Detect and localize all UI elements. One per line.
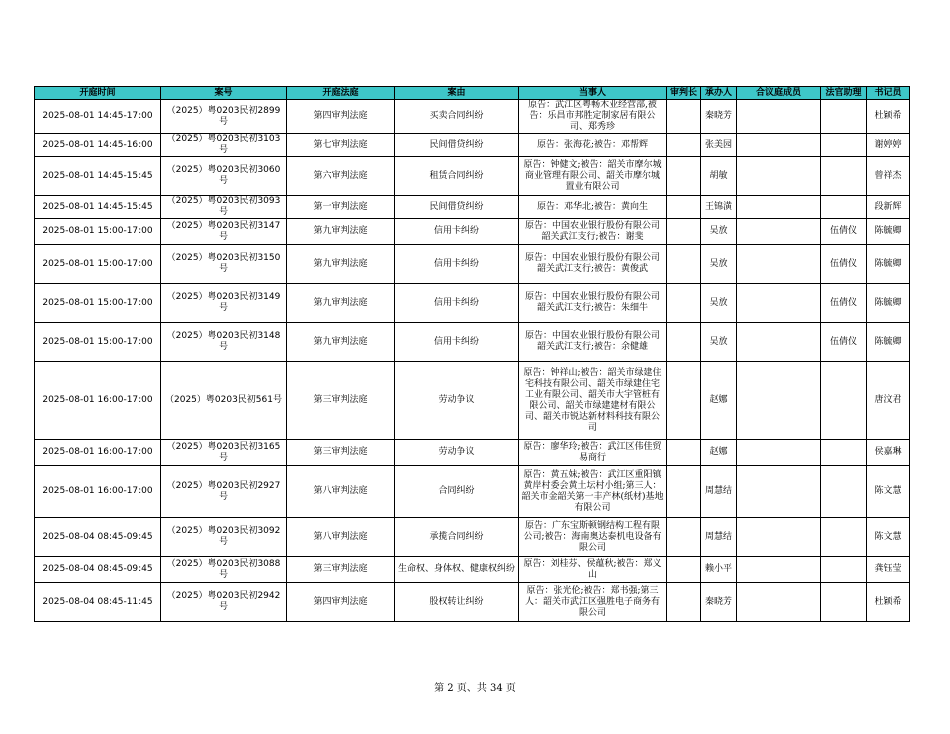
- presiding-judge: [667, 134, 701, 157]
- clerk: 陈毓卿: [867, 284, 910, 323]
- handler: 赵娜: [701, 440, 737, 466]
- presiding-judge: [667, 362, 701, 440]
- cause: 租赁合同纠纷: [395, 157, 519, 196]
- judge-assistant: [821, 583, 867, 622]
- clerk: 陈文慧: [867, 466, 910, 518]
- hearing-time: 2025-08-04 08:45-09:45: [35, 518, 161, 557]
- table-row: [35, 440, 910, 466]
- hearing-time: 2025-08-01 14:45-16:00: [35, 134, 161, 157]
- handler: 秦晓芳: [701, 583, 737, 622]
- handler: 胡敏: [701, 157, 737, 196]
- parties: 原告：刘桂芬、侯蕴秋;被告：郑义山: [519, 557, 667, 583]
- cause: 买卖合同纠纷: [395, 100, 519, 134]
- panel-members: [737, 284, 821, 323]
- header-case-number: 案号: [161, 87, 287, 100]
- hearing-time: 2025-08-01 15:00-17:00: [35, 284, 161, 323]
- presiding-judge: [667, 219, 701, 245]
- header-courtroom: 开庭法庭: [287, 87, 395, 100]
- judge-assistant: [821, 518, 867, 557]
- parties: 原告：张光伦;被告：郑书强;第三人：韶关市武江区强胜电子商务有限公司: [519, 583, 667, 622]
- page-number: 第 2 页、共 34 页: [434, 683, 516, 694]
- courtroom: 第三审判法庭: [287, 362, 395, 440]
- table-row: [35, 466, 910, 518]
- header-clerk: 书记员: [867, 87, 910, 100]
- panel-members: [737, 157, 821, 196]
- table-row: [35, 284, 910, 323]
- cause: 劳动争议: [395, 362, 519, 440]
- handler: 赵娜: [701, 362, 737, 440]
- table-row: [35, 518, 910, 557]
- courtroom: 第九审判法庭: [287, 219, 395, 245]
- case-number: （2025）粤0203民初3093号: [161, 196, 287, 219]
- handler: 张美园: [701, 134, 737, 157]
- handler: 王锦潢: [701, 196, 737, 219]
- case-number: （2025）粤0203民初561号: [161, 362, 287, 440]
- judge-assistant: 伍倩仪: [821, 245, 867, 284]
- panel-members: [737, 196, 821, 219]
- clerk: 谢婷婷: [867, 134, 910, 157]
- clerk: 段新辉: [867, 196, 910, 219]
- case-number: （2025）粤0203民初2942号: [161, 583, 287, 622]
- case-number: （2025）粤0203民初3147号: [161, 219, 287, 245]
- handler: 吴放: [701, 245, 737, 284]
- parties: 原告：中国农业银行股份有限公司韶关武江支行;被告：谢斐: [519, 219, 667, 245]
- header-cause: 案由: [395, 87, 519, 100]
- case-number: （2025）粤0203民初3103号: [161, 134, 287, 157]
- case-number: （2025）粤0203民初3060号: [161, 157, 287, 196]
- header-handler: 承办人: [701, 87, 737, 100]
- header-presiding-judge: 审判长: [667, 87, 701, 100]
- table-row: [35, 196, 910, 219]
- header-panel-members: 合议庭成员: [737, 87, 821, 100]
- hearing-time: 2025-08-01 15:00-17:00: [35, 323, 161, 362]
- header-parties: 当事人: [519, 87, 667, 100]
- parties: 原告：中国农业银行股份有限公司韶关武江支行;被告：黄俊武: [519, 245, 667, 284]
- courtroom: 第八审判法庭: [287, 518, 395, 557]
- hearing-time: 2025-08-01 14:45-15:45: [35, 157, 161, 196]
- cause: 信用卡纠纷: [395, 284, 519, 323]
- hearing-time: 2025-08-01 14:45-17:00: [35, 100, 161, 134]
- hearing-time: 2025-08-01 15:00-17:00: [35, 245, 161, 284]
- parties: 原告：邓华北;被告：黄向生: [519, 196, 667, 219]
- handler: 吴放: [701, 284, 737, 323]
- clerk: 侯嘉琳: [867, 440, 910, 466]
- parties: 原告：中国农业银行股份有限公司韶关武江支行;被告：余健雄: [519, 323, 667, 362]
- courtroom: 第三审判法庭: [287, 440, 395, 466]
- cause: 承揽合同纠纷: [395, 518, 519, 557]
- hearing-time: 2025-08-01 15:00-17:00: [35, 219, 161, 245]
- clerk: 龚钰莹: [867, 557, 910, 583]
- presiding-judge: [667, 100, 701, 134]
- presiding-judge: [667, 245, 701, 284]
- table-header-row: [35, 87, 910, 100]
- clerk: 唐汶君: [867, 362, 910, 440]
- panel-members: [737, 134, 821, 157]
- hearing-time: 2025-08-04 08:45-09:45: [35, 557, 161, 583]
- handler: 周慧结: [701, 518, 737, 557]
- presiding-judge: [667, 284, 701, 323]
- case-number: （2025）粤0203民初3092号: [161, 518, 287, 557]
- hearing-time: 2025-08-01 16:00-17:00: [35, 440, 161, 466]
- courtroom: 第四审判法庭: [287, 100, 395, 134]
- courtroom: 第九审判法庭: [287, 284, 395, 323]
- judge-assistant: [821, 362, 867, 440]
- presiding-judge: [667, 557, 701, 583]
- cause: 民间借贷纠纷: [395, 134, 519, 157]
- presiding-judge: [667, 583, 701, 622]
- panel-members: [737, 583, 821, 622]
- hearing-time: 2025-08-01 14:45-15:45: [35, 196, 161, 219]
- table-row: [35, 362, 910, 440]
- presiding-judge: [667, 440, 701, 466]
- judge-assistant: [821, 440, 867, 466]
- courtroom: 第三审判法庭: [287, 557, 395, 583]
- judge-assistant: [821, 134, 867, 157]
- clerk: 陈文慧: [867, 518, 910, 557]
- courtroom: 第七审判法庭: [287, 134, 395, 157]
- judge-assistant: 伍倩仪: [821, 219, 867, 245]
- judge-assistant: [821, 100, 867, 134]
- parties: 原告：钟祥山;被告：韶关市绿建住宅科技有限公司、韶关市绿建住宅工业有限公司、韶关市大宇管桩有限公司、韶关市绿建建材有限公司、韶关市锐达新材料科技有限公司: [519, 362, 667, 440]
- table-row: [35, 157, 910, 196]
- presiding-judge: [667, 323, 701, 362]
- judge-assistant: 伍倩仪: [821, 323, 867, 362]
- table-row: [35, 583, 910, 622]
- table-row: [35, 245, 910, 284]
- clerk: 陈毓卿: [867, 219, 910, 245]
- handler: 赖小平: [701, 557, 737, 583]
- panel-members: [737, 362, 821, 440]
- table-row: [35, 219, 910, 245]
- cause: 生命权、身体权、健康权纠纷: [395, 557, 519, 583]
- clerk: 陈毓卿: [867, 323, 910, 362]
- courtroom: 第八审判法庭: [287, 466, 395, 518]
- presiding-judge: [667, 157, 701, 196]
- case-number: （2025）粤0203民初2899号: [161, 100, 287, 134]
- parties: 原告：钟健文;被告：韶关市摩尔城商业管理有限公司、韶关市摩尔城置业有限公司: [519, 157, 667, 196]
- courtroom: 第四审判法庭: [287, 583, 395, 622]
- parties: 原告：黄五妹;被告：武江区重阳镇黄岸村委会黄土坛村小组;第三人：韶关市金韶关第一丰产林(纸材)基地有限公司: [519, 466, 667, 518]
- parties: 原告：武江区粤畅木业经营部,被告：乐昌市邦胜定制家居有限公司、郑秀珍: [519, 100, 667, 134]
- judge-assistant: [821, 157, 867, 196]
- panel-members: [737, 518, 821, 557]
- header-judge-assistant: 法官助理: [821, 87, 867, 100]
- clerk: 杜颖希: [867, 583, 910, 622]
- header-hearing-time: 开庭时间: [35, 87, 161, 100]
- parties: 原告：廖华玲;被告：武江区伟佳贸易商行: [519, 440, 667, 466]
- panel-members: [737, 466, 821, 518]
- judge-assistant: [821, 466, 867, 518]
- parties: 原告：中国农业银行股份有限公司韶关武江支行;被告：朱细牛: [519, 284, 667, 323]
- cause: 民间借贷纠纷: [395, 196, 519, 219]
- presiding-judge: [667, 518, 701, 557]
- courtroom: 第九审判法庭: [287, 323, 395, 362]
- panel-members: [737, 323, 821, 362]
- panel-members: [737, 219, 821, 245]
- cause: 股权转让纠纷: [395, 583, 519, 622]
- judge-assistant: 伍倩仪: [821, 284, 867, 323]
- handler: 吴放: [701, 219, 737, 245]
- handler: 吴放: [701, 323, 737, 362]
- judge-assistant: [821, 196, 867, 219]
- panel-members: [737, 557, 821, 583]
- case-number: （2025）粤0203民初3150号: [161, 245, 287, 284]
- table-row: [35, 100, 910, 134]
- case-number: （2025）粤0203民初2927号: [161, 466, 287, 518]
- presiding-judge: [667, 196, 701, 219]
- case-number: （2025）粤0203民初3088号: [161, 557, 287, 583]
- case-number: （2025）粤0203民初3149号: [161, 284, 287, 323]
- cause: 信用卡纠纷: [395, 219, 519, 245]
- table-row: [35, 323, 910, 362]
- parties: 原告：广东宝斯顿钢结构工程有限公司;被告：海南奥达泰机电设备有限公司: [519, 518, 667, 557]
- table-row: [35, 134, 910, 157]
- cause: 信用卡纠纷: [395, 323, 519, 362]
- panel-members: [737, 100, 821, 134]
- clerk: 陈毓卿: [867, 245, 910, 284]
- clerk: 杜颖希: [867, 100, 910, 134]
- panel-members: [737, 245, 821, 284]
- case-number: （2025）粤0203民初3165号: [161, 440, 287, 466]
- presiding-judge: [667, 466, 701, 518]
- courtroom: 第一审判法庭: [287, 196, 395, 219]
- cause: 劳动争议: [395, 440, 519, 466]
- cause: 合同纠纷: [395, 466, 519, 518]
- clerk: 曾祥杰: [867, 157, 910, 196]
- handler: 秦晓芳: [701, 100, 737, 134]
- hearing-time: 2025-08-01 16:00-17:00: [35, 466, 161, 518]
- courtroom: 第六审判法庭: [287, 157, 395, 196]
- courtroom: 第九审判法庭: [287, 245, 395, 284]
- cause: 信用卡纠纷: [395, 245, 519, 284]
- hearing-schedule-table: [34, 86, 910, 622]
- table-row: [35, 557, 910, 583]
- hearing-time: 2025-08-04 08:45-11:45: [35, 583, 161, 622]
- panel-members: [737, 440, 821, 466]
- hearing-time: 2025-08-01 16:00-17:00: [35, 362, 161, 440]
- judge-assistant: [821, 557, 867, 583]
- parties: 原告：张海花;被告：邓帮辉: [519, 134, 667, 157]
- case-number: （2025）粤0203民初3148号: [161, 323, 287, 362]
- handler: 周慧结: [701, 466, 737, 518]
